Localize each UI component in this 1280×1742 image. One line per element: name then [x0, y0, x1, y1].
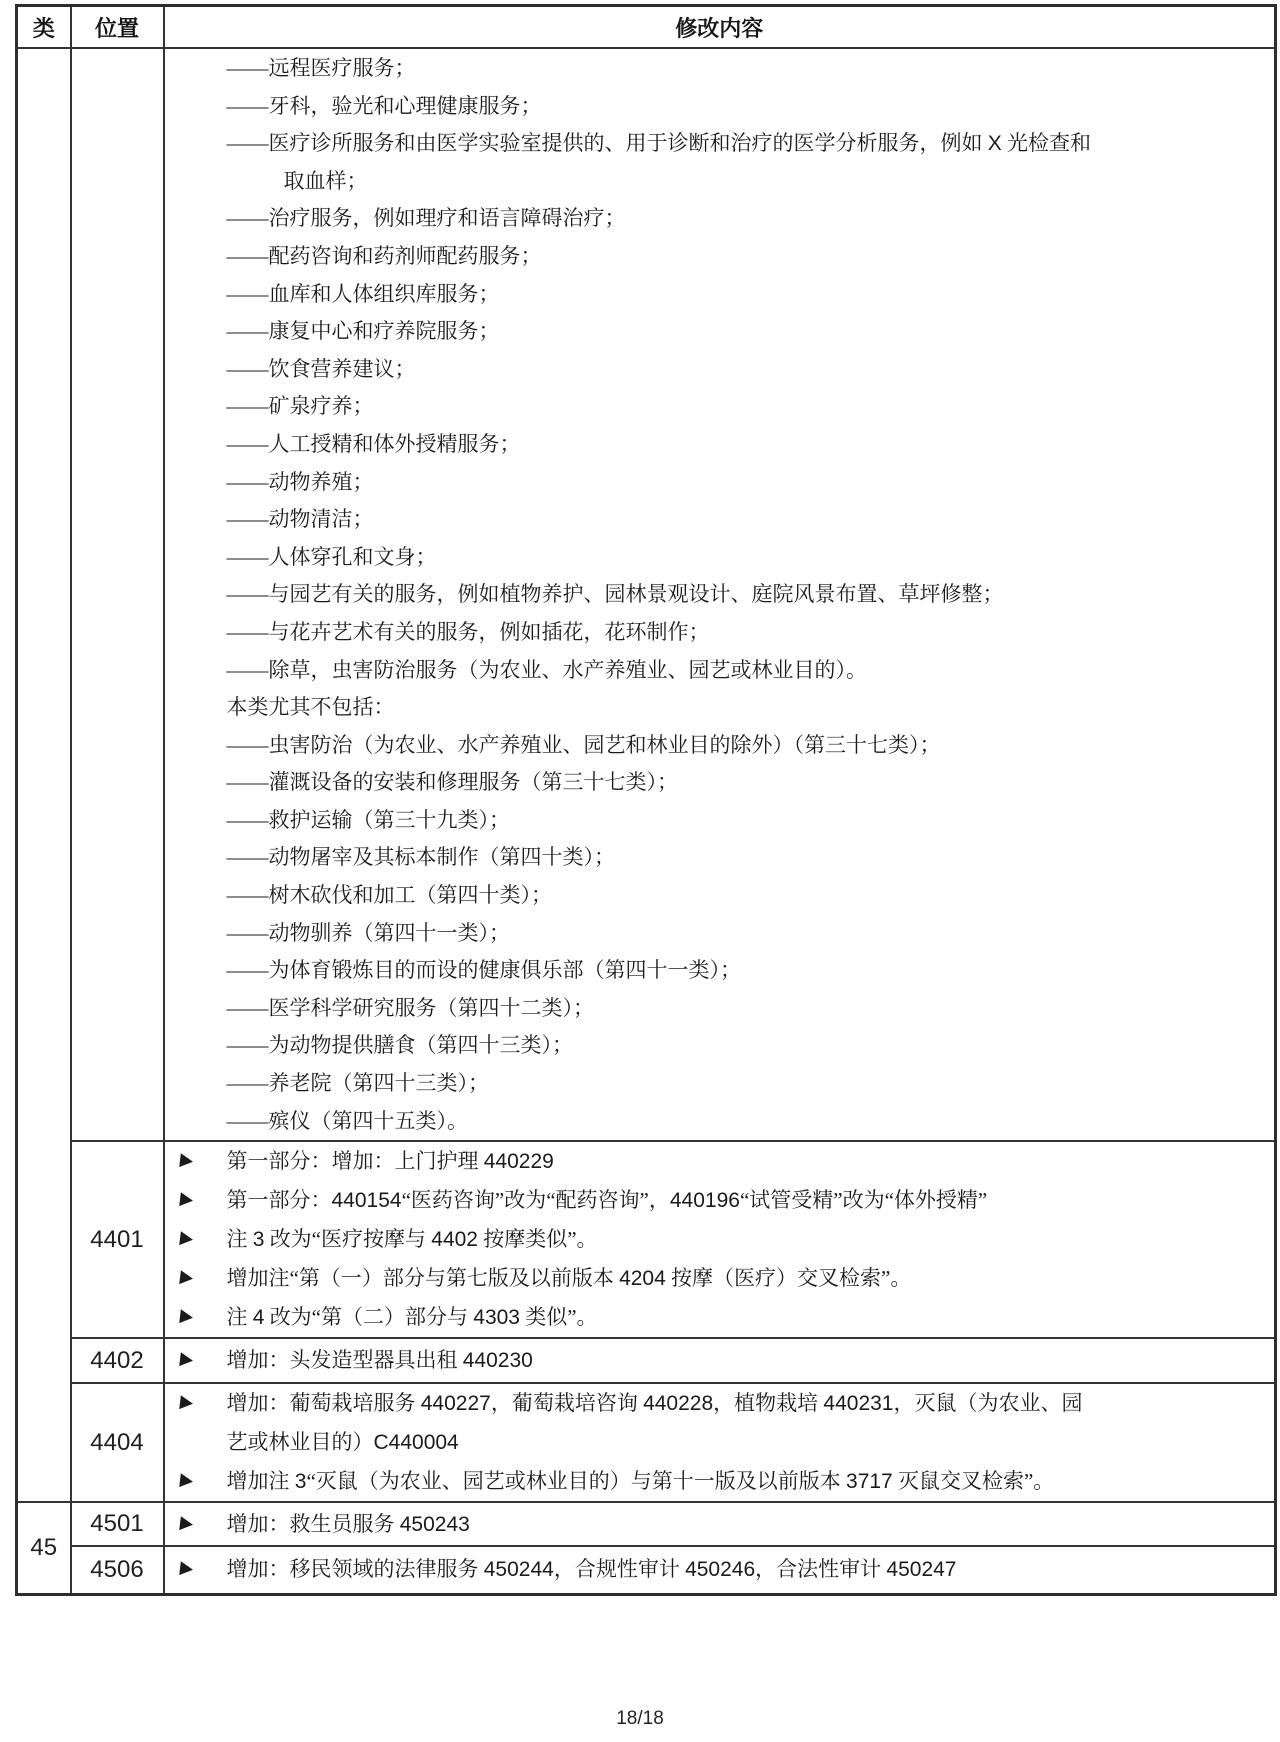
- note-line: ——与花卉艺术有关的服务，例如插花，花环制作；: [226, 619, 710, 644]
- revision-item-line: 增加：救生员服务 450243: [226, 1511, 470, 1536]
- revision-item-line: 艺或林业目的）C440004: [226, 1430, 459, 1455]
- arrow-bullet-icon: [179, 1309, 194, 1324]
- revision-cell-4404: [164, 1383, 1276, 1502]
- table-row-4402: [17, 1338, 1276, 1383]
- revision-item: [165, 1341, 1275, 1380]
- note-line: ——殡仪（第四十五类）。: [226, 1108, 468, 1133]
- note-line: ——树木砍伐和加工（第四十类）；: [226, 883, 552, 908]
- note-line: ——远程医疗服务；: [226, 56, 416, 80]
- note-line: ——虫害防治（为农业、水产养殖业、园艺和林业目的除外）（第三十七类）；: [226, 732, 941, 757]
- note-line: ——人工授精和体外授精服务；: [226, 431, 521, 456]
- position-cell-empty: [71, 48, 164, 1141]
- arrow-bullet-icon: [179, 1153, 194, 1168]
- position-cell: 4501: [71, 1502, 164, 1546]
- table-header-row: [17, 6, 1276, 49]
- note-line: ——矿泉疗养；: [226, 394, 374, 419]
- revision-item-line: 第一部分：440154“医药咨询”改为“配药咨询”，440196“试管受精”改为“体外授精”: [226, 1188, 988, 1213]
- note-line: ——除草，虫害防治服务（为农业、水产养殖业、园艺或林业目的）。: [226, 657, 867, 682]
- note-line: ——动物驯养（第四十一类）；: [226, 920, 510, 945]
- table-row-4404: [17, 1383, 1276, 1502]
- note-line: ——医疗诊所服务和由医学实验室提供的、用于诊断和治疗的医学分析服务，例如 X 光检查和: [226, 131, 1092, 156]
- table-row-class44-notes: [17, 48, 1276, 1141]
- revision-table: [15, 4, 1277, 1596]
- page-number: 18/18: [616, 1708, 664, 1729]
- revision-item-line: 增加：头发造型器具出租 440230: [226, 1348, 533, 1373]
- position-cell: 4506: [71, 1546, 164, 1594]
- note-line: ——血库和人体组织库服务；: [226, 281, 500, 306]
- note-line: ——牙科，验光和心理健康服务；: [226, 93, 542, 118]
- class-cell-45: 45: [17, 1502, 71, 1594]
- revision-item: [165, 1298, 1275, 1337]
- revision-item: [165, 1259, 1275, 1298]
- arrow-bullet-icon: [179, 1473, 194, 1488]
- note-line-continuation: 取血样；: [283, 168, 368, 193]
- table-row-4501: [17, 1502, 1276, 1546]
- revision-item: [165, 1505, 1275, 1544]
- note-line: ——动物清洁；: [226, 507, 374, 532]
- note-line: ——饮食营养建议；: [226, 356, 416, 381]
- revision-item: [165, 1550, 1275, 1589]
- revision-item-line: 增加：葡萄栽培服务 440227，葡萄栽培咨询 440228，植物栽培 440231，灭鼠（为农业、园: [226, 1391, 1083, 1416]
- revision-cell-4401: [164, 1141, 1276, 1338]
- note-line: ——动物屠宰及其标本制作（第四十类）；: [226, 845, 615, 870]
- revision-cell-4501: [164, 1502, 1276, 1546]
- position-cell: 4401: [71, 1141, 164, 1338]
- note-line: ——与园艺有关的服务，例如植物养护、园林景观设计、庭院风景布置、草坪修整；: [226, 582, 1004, 607]
- revision-cell-4506: [164, 1546, 1276, 1594]
- table-row-4401: [17, 1141, 1276, 1338]
- col-header-content: 修改内容: [164, 6, 1276, 49]
- revision-item-line: 注 4 改为“第（二）部分与 4303 类似”。: [226, 1305, 598, 1330]
- note-line: ——动物养殖；: [226, 469, 374, 494]
- note-line: ——为体育锻炼目的而设的健康俱乐部（第四十一类）；: [226, 958, 741, 983]
- arrow-bullet-icon: [179, 1192, 194, 1207]
- class-cell-44: [17, 48, 71, 1502]
- revision-cell-4402: [164, 1338, 1276, 1383]
- note-line: ——救护运输（第三十九类）；: [226, 807, 510, 832]
- revision-item: [165, 1181, 1275, 1220]
- arrow-bullet-icon: [179, 1352, 194, 1367]
- revision-item-line: 增加注“第（一）部分与第七版及以前版本 4204 按摩（医疗）交叉检索”。: [226, 1266, 912, 1291]
- note-line: ——人体穿孔和文身；: [226, 544, 437, 569]
- revision-item: [165, 1142, 1275, 1181]
- col-header-position: 位置: [71, 6, 164, 49]
- arrow-bullet-icon: [179, 1270, 194, 1285]
- note-line: ——为动物提供膳食（第四十三类）；: [226, 1033, 573, 1058]
- revision-item-line: 增加：移民领域的法律服务 450244，合规性审计 450246，合法性审计 450247: [226, 1557, 957, 1582]
- class44-notes-cell: [164, 48, 1276, 1141]
- note-line-heading: 本类尤其不包括：: [226, 695, 395, 720]
- revision-item-line: 增加注 3“灭鼠（为农业、园艺或林业目的）与第十一版及以前版本 3717 灭鼠交叉检索”。: [226, 1469, 1055, 1494]
- position-cell: 4404: [71, 1383, 164, 1502]
- revision-item: [165, 1220, 1275, 1259]
- note-line: ——康复中心和疗养院服务；: [226, 319, 500, 344]
- arrow-bullet-icon: [179, 1562, 194, 1577]
- note-line: ——灌溉设备的安装和修理服务（第三十七类）；: [226, 770, 678, 795]
- arrow-bullet-icon: [179, 1516, 194, 1531]
- revision-item-line: 注 3 改为“医疗按摩与 4402 按摩类似”。: [226, 1227, 598, 1252]
- arrow-bullet-icon: [179, 1395, 194, 1410]
- revision-item-line: 第一部分：增加：上门护理 440229: [226, 1149, 554, 1174]
- revision-item: [165, 1384, 1275, 1462]
- note-line: ——养老院（第四十三类）；: [226, 1071, 489, 1096]
- table-row-4506: [17, 1546, 1276, 1594]
- note-line: ——医学科学研究服务（第四十二类）；: [226, 995, 594, 1020]
- arrow-bullet-icon: [179, 1231, 194, 1246]
- col-header-class: 类: [17, 6, 71, 49]
- note-line: ——配药咨询和药剂师配药服务；: [226, 243, 542, 268]
- note-line: ——治疗服务，例如理疗和语言障碍治疗；: [226, 206, 626, 231]
- position-cell: 4402: [71, 1338, 164, 1383]
- revision-item: [165, 1462, 1275, 1501]
